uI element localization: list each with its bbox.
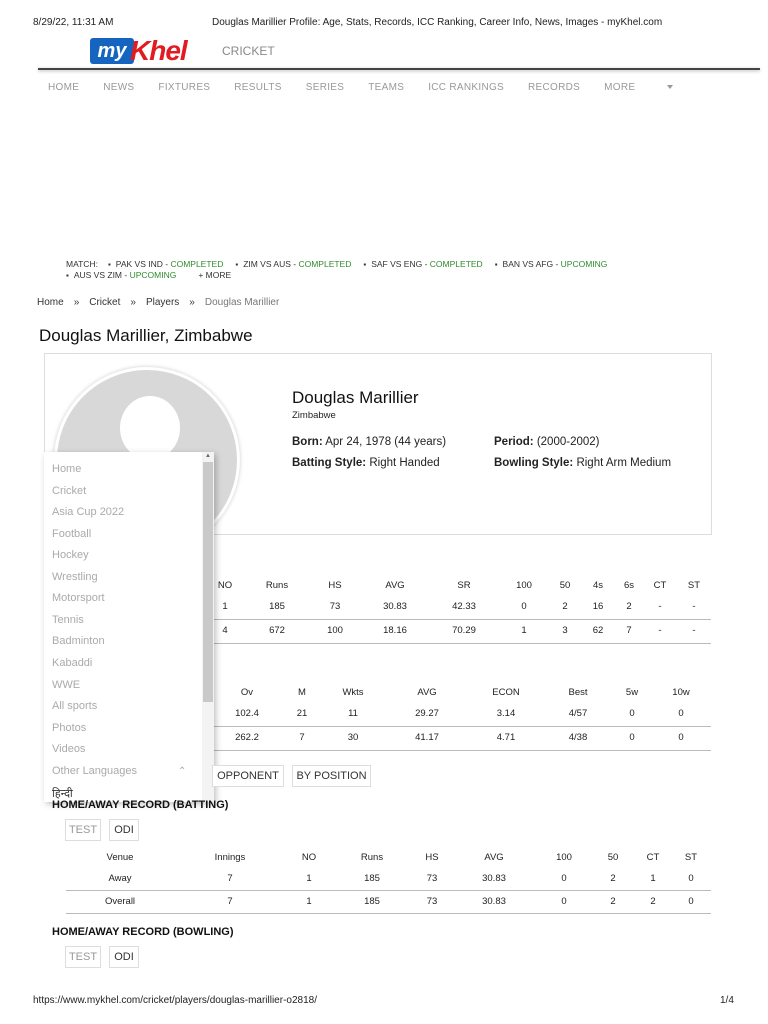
breadcrumb-separator: » [73, 297, 80, 308]
ticker-label: MATCH: [66, 259, 98, 269]
tab-test[interactable]: TEST [65, 819, 101, 841]
opponent-button[interactable]: OPPONENT [212, 765, 284, 787]
nav-teams[interactable]: TEAMS [368, 82, 405, 93]
nav-results[interactable]: RESULTS [234, 82, 282, 93]
col-header: 6s [623, 580, 635, 591]
table-cell: 1 [306, 873, 312, 884]
nav-more[interactable] [604, 82, 673, 93]
col-header: NO [217, 580, 233, 591]
table-cell: 4.71 [496, 732, 516, 743]
table-cell: Overall [104, 896, 136, 907]
col-header: Venue [106, 852, 134, 863]
home-away-bowling-title: HOME/AWAY RECORD (BOWLING) [52, 926, 234, 938]
table-cell: 2 [610, 896, 616, 907]
menu-item-all-sports[interactable]: All sports [52, 700, 98, 712]
tab-odi[interactable]: ODI [109, 819, 139, 841]
menu-item-motorsport[interactable]: Motorsport [52, 592, 105, 604]
batting-style-value: Right Handed [369, 457, 440, 469]
table-cell: 30 [347, 732, 359, 743]
main-nav [48, 82, 697, 93]
match-name: BAN VS AFG [502, 259, 554, 269]
table-cell: 41.17 [415, 732, 439, 743]
table-cell: 0 [688, 873, 694, 884]
menu-item-photos[interactable]: Photos [52, 722, 87, 734]
table-cell: 29.27 [415, 708, 439, 719]
breadcrumb [37, 297, 279, 308]
menu-item-other-languages[interactable]: Other Languages [52, 765, 138, 777]
table-cell: 4 [222, 625, 228, 636]
match-ticker [66, 259, 726, 281]
col-header: 50 [559, 580, 571, 591]
table-cell: 2 [650, 896, 656, 907]
table-cell: 7 [227, 896, 233, 907]
nav-news[interactable]: NEWS [103, 82, 135, 93]
period-value: (2000-2002) [536, 436, 600, 448]
col-header: Best [568, 687, 588, 698]
menu-item-cricket[interactable]: Cricket [52, 485, 87, 497]
col-header: Ov [240, 687, 254, 698]
menu-item-hockey[interactable]: Hockey [52, 549, 89, 561]
by-position-button[interactable]: BY POSITION [292, 765, 371, 787]
match-status: UPCOMING [129, 270, 177, 280]
home-away-batting-title: HOME/AWAY RECORD (BATTING) [52, 799, 229, 811]
menu-item-hindi[interactable]: हिन्दी [52, 788, 73, 800]
match-name: AUS VS ZIM [73, 270, 123, 280]
table-cell: 4/38 [568, 732, 588, 743]
home-away-batting-table [66, 852, 711, 916]
table-cell: 7 [626, 625, 632, 636]
page-url: https://www.mykhel.com/cricket/players/douglas-marillier-o2818/ [33, 995, 317, 1006]
match-status: COMPLETED [298, 259, 352, 269]
menu-item-tennis[interactable]: Tennis [52, 614, 84, 626]
ticker-more-link[interactable]: + MORE [198, 270, 232, 280]
col-header: 100 [556, 852, 572, 863]
table-cell: 3 [562, 625, 568, 636]
menu-item-wrestling[interactable]: Wrestling [52, 571, 98, 583]
breadcrumb-players[interactable]: Players [145, 297, 180, 308]
col-header: CT [653, 580, 667, 591]
col-header: NO [301, 852, 317, 863]
bowling-style-value: Right Arm Medium [576, 457, 672, 469]
table-cell: 672 [269, 625, 285, 636]
tab-test[interactable]: TEST [65, 946, 101, 968]
breadcrumb-separator: » [189, 297, 195, 308]
ticker-match[interactable]: ▪ ZIM VS AUS - COMPLETED [235, 259, 351, 270]
chevron-down-icon [667, 85, 673, 89]
sports-dropdown-menu [44, 452, 214, 802]
col-header: AVG [417, 687, 437, 698]
table-cell: 1 [306, 896, 312, 907]
col-header: 4s [592, 580, 604, 591]
table-cell: 30.83 [482, 873, 506, 884]
match-name: SAF VS ENG [371, 259, 423, 269]
table-row [66, 873, 711, 895]
nav-icc-rankings[interactable]: ICC RANKINGS [428, 82, 505, 93]
table-cell: 102.4 [235, 708, 259, 719]
table-header-row [66, 852, 711, 874]
born-field [292, 436, 446, 448]
match-name: ZIM VS AUS [243, 259, 291, 269]
breadcrumb-home[interactable]: Home [37, 297, 64, 308]
col-header: ST [687, 580, 701, 591]
table-cell: - [692, 625, 696, 636]
col-header: SR [457, 580, 471, 591]
col-header: M [298, 687, 306, 698]
logo-my: my [90, 38, 134, 64]
bowling-style-field [494, 457, 671, 469]
table-cell: 0 [629, 732, 635, 743]
period-label: Period: [494, 436, 534, 448]
table-cell: 0 [561, 873, 567, 884]
col-header: HS [425, 852, 439, 863]
ticker-match[interactable]: ▪ SAF VS ENG - COMPLETED [363, 259, 482, 270]
table-cell: 0 [688, 896, 694, 907]
player-name: Douglas Marillier [292, 388, 419, 407]
table-cell: 0 [678, 732, 684, 743]
table-cell: 262.2 [235, 732, 259, 743]
ticker-match[interactable]: ▪ PAK VS IND - COMPLETED [108, 259, 223, 270]
nav-records[interactable]: RECORDS [528, 82, 581, 93]
table-cell: 4/57 [568, 708, 588, 719]
table-cell: - [692, 601, 696, 612]
header-divider [38, 68, 760, 70]
col-header: 10w [672, 687, 690, 698]
ticker-match[interactable]: ▪ BAN VS AFG - UPCOMING [495, 259, 608, 270]
match-status: COMPLETED [170, 259, 224, 269]
table-cell: - [658, 601, 662, 612]
menu-item-asia-cup[interactable]: Asia Cup 2022 [52, 506, 125, 518]
table-cell: 30.83 [383, 601, 407, 612]
print-header [0, 17, 768, 31]
batting-style-label: Batting Style: [292, 457, 367, 469]
page-title: Douglas Marillier, Zimbabwe [39, 326, 253, 345]
table-cell: 11 [348, 708, 358, 719]
table-cell: 1 [521, 625, 527, 636]
table-cell: 73 [426, 896, 438, 907]
table-cell: 3.14 [496, 708, 516, 719]
table-cell: 185 [364, 873, 380, 884]
menu-item-football[interactable]: Football [52, 528, 92, 540]
col-header: 50 [607, 852, 619, 863]
col-header: Innings [214, 852, 246, 863]
nav-more-label: MORE [604, 82, 636, 93]
table-cell: 2 [610, 873, 616, 884]
logo-khel: Khel [130, 35, 187, 66]
table-cell: 0 [521, 601, 527, 612]
table-cell: - [658, 625, 662, 636]
scroll-up-arrow-icon[interactable]: ▲ [205, 453, 211, 459]
batting-style-field [292, 457, 440, 469]
menu-item-wwe[interactable]: WWE [52, 679, 81, 691]
print-datetime: 8/29/22, 11:31 AM [33, 17, 114, 28]
table-cell: 1 [222, 601, 228, 612]
breadcrumb-current: Douglas Marillier [204, 297, 280, 308]
print-page-title: Douglas Marillier Profile: Age, Stats, Records, ICC Ranking, Career Info, News, Images - myKhel.com [212, 17, 663, 28]
table-cell: 21 [296, 708, 308, 719]
menu-item-home[interactable]: Home [52, 463, 82, 475]
table-cell: 30.83 [482, 896, 506, 907]
col-header: AVG [385, 580, 405, 591]
table-cell: Away [108, 873, 132, 884]
match-status: UPCOMING [560, 259, 608, 269]
match-name: PAK VS IND [115, 259, 163, 269]
table-cell: 2 [626, 601, 632, 612]
col-header: AVG [484, 852, 504, 863]
row-divider [66, 890, 711, 891]
table-cell: 62 [592, 625, 604, 636]
table-cell: 2 [562, 601, 568, 612]
table-cell: 0 [678, 708, 684, 719]
breadcrumb-separator: » [130, 297, 136, 308]
col-header: Wkts [342, 687, 364, 698]
ticker-match[interactable]: ▪ AUS VS ZIM - UPCOMING [66, 270, 176, 281]
nav-fixtures[interactable]: FIXTURES [158, 82, 211, 93]
menu-item-kabaddi[interactable]: Kabaddi [52, 657, 93, 669]
tab-odi[interactable]: ODI [109, 946, 139, 968]
table-cell: 1 [650, 873, 656, 884]
col-header: 100 [516, 580, 532, 591]
col-header: 5w [625, 687, 639, 698]
table-cell: 185 [269, 601, 285, 612]
section-name[interactable]: CRICKET [222, 44, 275, 58]
col-header: Runs [265, 580, 289, 591]
menu-scrollbar-thumb[interactable] [203, 462, 213, 702]
table-cell: 70.29 [452, 625, 476, 636]
table-cell: 16 [592, 601, 604, 612]
born-value: Apr 24, 1978 (44 years) [325, 436, 447, 448]
nav-home[interactable]: HOME [48, 82, 80, 93]
page-number: 1/4 [720, 995, 734, 1006]
period-field [494, 436, 599, 448]
col-header: Runs [360, 852, 384, 863]
row-divider [66, 913, 711, 914]
table-row [66, 896, 711, 918]
site-logo[interactable] [90, 37, 208, 67]
table-cell: 0 [561, 896, 567, 907]
menu-item-badminton[interactable]: Badminton [52, 635, 105, 647]
player-country: Zimbabwe [292, 410, 336, 421]
table-cell: 100 [327, 625, 343, 636]
table-cell: 18.16 [383, 625, 407, 636]
breadcrumb-cricket[interactable]: Cricket [89, 297, 121, 308]
table-cell: 73 [426, 873, 438, 884]
table-cell: 0 [629, 708, 635, 719]
bowling-style-label: Bowling Style: [494, 457, 574, 469]
table-cell: 185 [364, 896, 380, 907]
chevron-up-icon[interactable]: ⌃ [178, 766, 187, 777]
nav-series[interactable]: SERIES [305, 82, 345, 93]
table-cell: 7 [227, 873, 233, 884]
col-header: CT [646, 852, 660, 863]
match-status: COMPLETED [429, 259, 483, 269]
menu-item-videos[interactable]: Videos [52, 743, 86, 755]
table-cell: 73 [329, 601, 341, 612]
born-label: Born: [292, 436, 323, 448]
col-header: ST [684, 852, 698, 863]
col-header: ECON [492, 687, 520, 698]
table-cell: 7 [299, 732, 305, 743]
col-header: HS [328, 580, 342, 591]
table-cell: 42.33 [452, 601, 476, 612]
